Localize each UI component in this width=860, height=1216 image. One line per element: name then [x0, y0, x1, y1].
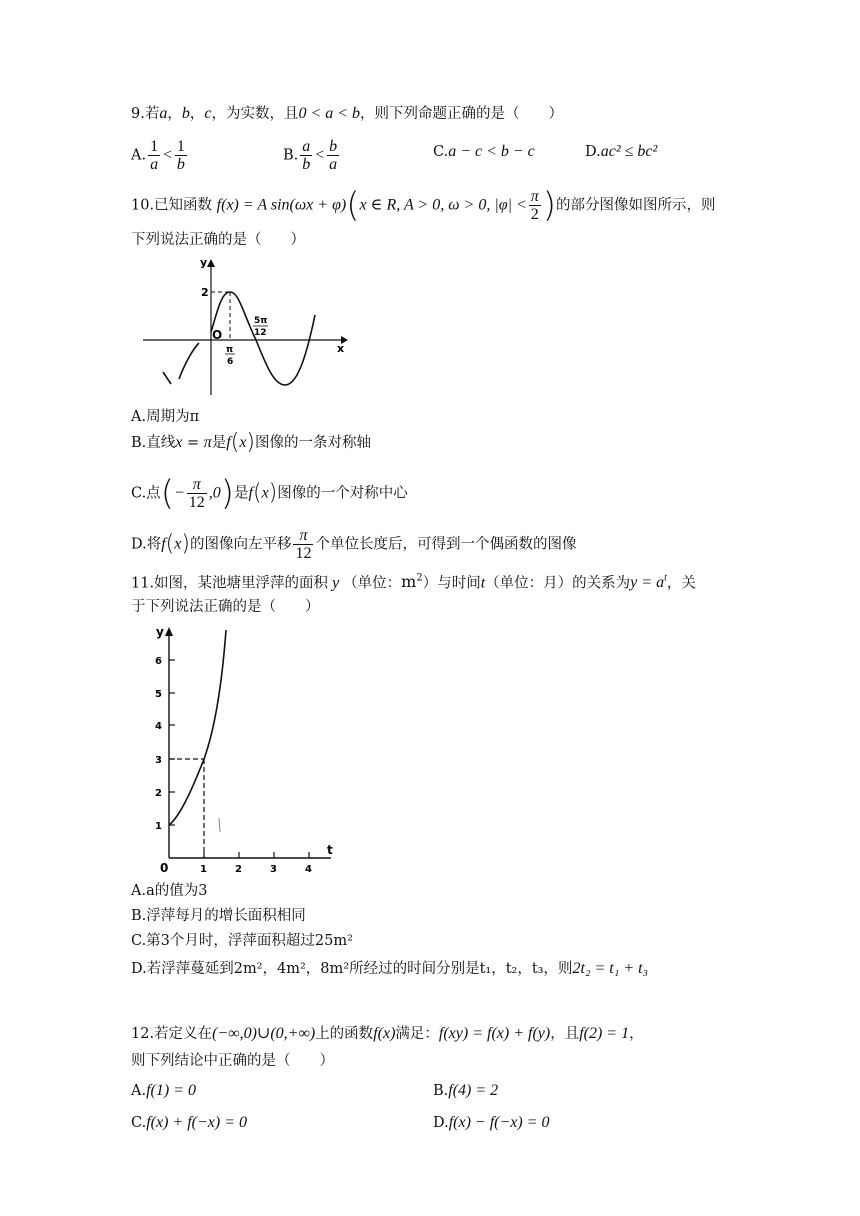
q10-tick-pi6-den: 6	[227, 357, 234, 367]
q10-sine-curve	[211, 292, 315, 385]
q11-option-a: A.a的值为3	[131, 883, 208, 899]
q11-y-tick-label: 2	[155, 788, 162, 799]
q10-option-c: C.点(− $\frac{\pi}{12}$ ,0)是f(x)图像的一个对称中心	[131, 473, 408, 514]
q11-y-tick-label: 3	[155, 755, 162, 766]
q11-option-d: D.若浮萍蔓延到2m²，4m²，8m²所经过的时间分别是t₁，t₂，t₃，则2t₂ = t₁ + t₃	[131, 960, 649, 977]
q9-stem: 9.若a，b，c，为实数，且0 < a < b，则下列命题正确的是（ ）	[131, 105, 564, 122]
q10-tick-5pi12-den: 12	[254, 328, 267, 338]
q10-y-arrow	[207, 259, 215, 267]
q10-stem-cont: 下列说法正确的是（ ）	[131, 232, 305, 248]
q10-sine-graph	[141, 255, 353, 400]
q11-y-ticks	[169, 660, 175, 825]
q10-origin-label: O	[212, 328, 223, 342]
q11-option-b: B.浮萍每月的增长面积相同	[131, 908, 306, 924]
q11-option-c: C.第3个月时，浮萍面积超过25m²	[131, 933, 353, 949]
q11-y-tick-label: 6	[155, 656, 162, 667]
q10-option-a: A.周期为π	[131, 409, 200, 425]
q11-y-arrow	[165, 627, 173, 636]
q11-x-tick-label: 3	[270, 864, 277, 875]
q10-y-label: y	[200, 256, 208, 269]
q9-option-d: D.ac² ≤ bc²	[585, 143, 658, 160]
q12-option-b: B.f(4) = 2	[433, 1082, 499, 1099]
q11-y-label: y	[156, 625, 164, 639]
q11-y-tick-label: 1	[155, 821, 162, 832]
q11-exponential-graph	[141, 622, 356, 876]
q12-option-d: D.f(x) − f(−x) = 0	[433, 1114, 550, 1131]
q11-x-tick-label: 2	[235, 864, 242, 875]
q11-x-ticks	[204, 852, 309, 858]
q10-option-b: B.直线x = π是f(x)图像的一条对称轴	[131, 430, 372, 455]
q10-curve-fragment	[163, 372, 171, 384]
q11-origin-label: 0	[160, 861, 169, 875]
q12-option-a: A.f(1) = 0	[131, 1082, 196, 1099]
q11-x-tick-label: 4	[305, 864, 312, 875]
q10-stem: 10.已知函数 f(x) = A sin(ωx + φ)(x ∈ R, A > 0, ω > 0, |φ| < $\frac{\pi}{2}$ )的部分图像如图所示，则	[131, 185, 716, 226]
q9-condition: 0 < a < b	[298, 105, 361, 122]
q11-stem-cont: 于下列说法正确的是（ ）	[131, 599, 320, 615]
q11-x-label: t	[327, 843, 333, 857]
q12-option-c: C.f(x) + f(−x) = 0	[131, 1114, 247, 1131]
q9-option-c: C.a − c < b − c	[433, 143, 535, 160]
q12-stem: 12.若定义在(−∞,0)∪(0,+∞)上的函数f(x)满足：f(xy) = f(x) + f(y)，且f(2) = 1，	[131, 1025, 644, 1042]
q10-max-label: 2	[201, 286, 209, 299]
q11-stem: 11.如图，某池塘里浮萍的面积 y （单位：$m^2$）与时间t（单位：月）的关系为$y = a^t$，关	[131, 572, 696, 592]
q10-x-label: x	[337, 342, 345, 355]
q10-option-d: D.将f(x)的图像向左平移 $\frac{\pi}{12}$ 个单位长度后，可得到一个偶函数的图像	[131, 527, 577, 562]
q11-x-tick-label: 1	[200, 864, 207, 875]
q11-y-tick-label: 4	[155, 721, 162, 732]
q11-exponential-curve	[169, 630, 226, 825]
q10-tick-pi6-num: π	[226, 345, 234, 355]
q9-option-a: A. $\frac{1}{a}$ < $\frac{1}{b}$	[131, 138, 185, 173]
q10-tick-5pi12-num: 5π	[254, 316, 268, 326]
q9-option-b: B. $\frac{a}{b}$ < $\frac{b}{a}$	[283, 138, 338, 173]
q11-y-tick-label: 5	[155, 689, 162, 700]
q12-stem-cont: 则下列结论中正确的是（ ）	[131, 1053, 334, 1069]
q10-curve-fragment	[179, 343, 199, 379]
q11-scan-mark	[219, 818, 220, 832]
